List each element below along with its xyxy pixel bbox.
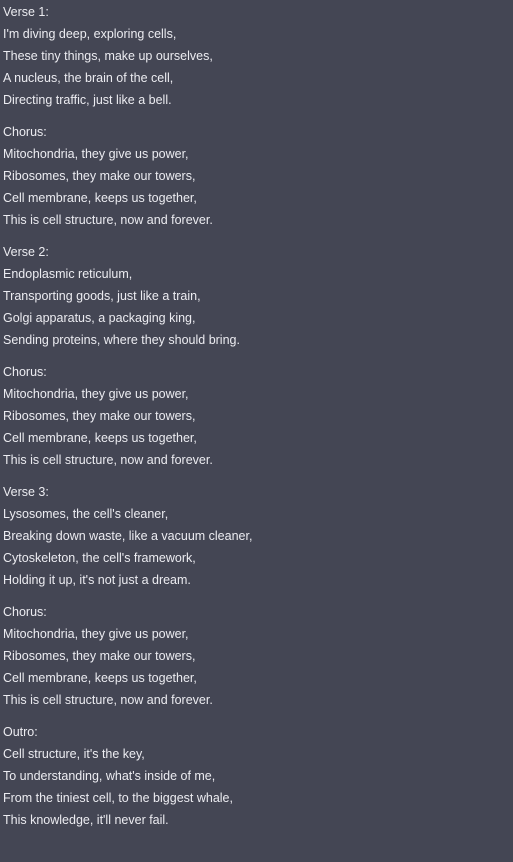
verse-3-stanza xyxy=(3,481,513,591)
verse-2-stanza xyxy=(3,241,513,351)
lyric-line: This is cell structure, now and forever. xyxy=(3,693,213,707)
lyric-line: Directing traffic, just like a bell. xyxy=(3,93,172,107)
lyric-line: These tiny things, make up ourselves, xyxy=(3,49,213,63)
stanza-heading: Verse 1: xyxy=(3,5,49,19)
lyric-line: Breaking down waste, like a vacuum cleaner, xyxy=(3,529,253,543)
lyric-line: To understanding, what's inside of me, xyxy=(3,769,216,783)
lyric-line: A nucleus, the brain of the cell, xyxy=(3,71,174,85)
chorus-stanza xyxy=(3,121,513,231)
lyric-line: Sending proteins, where they should bring. xyxy=(3,333,240,347)
chorus-stanza xyxy=(3,361,513,471)
lyric-line: This is cell structure, now and forever. xyxy=(3,213,213,227)
stanza-heading: Outro: xyxy=(3,725,38,739)
lyric-line: Lysosomes, the cell's cleaner, xyxy=(3,507,169,521)
lyric-line: This is cell structure, now and forever. xyxy=(3,453,213,467)
lyric-line: Endoplasmic reticulum, xyxy=(3,267,133,281)
lyric-line: Cytoskeleton, the cell's framework, xyxy=(3,551,196,565)
lyric-line: Mitochondria, they give us power, xyxy=(3,147,189,161)
lyric-line: Golgi apparatus, a packaging king, xyxy=(3,311,196,325)
lyric-line: From the tiniest cell, to the biggest whale, xyxy=(3,791,233,805)
lyric-line: Ribosomes, they make our towers, xyxy=(3,409,196,423)
chorus-stanza xyxy=(3,601,513,711)
lyric-line: Ribosomes, they make our towers, xyxy=(3,169,196,183)
lyric-line: Mitochondria, they give us power, xyxy=(3,627,189,641)
lyric-line: Cell membrane, keeps us together, xyxy=(3,671,197,685)
stanza-heading: Chorus: xyxy=(3,365,47,379)
lyric-line: Cell membrane, keeps us together, xyxy=(3,191,197,205)
lyric-line: I'm diving deep, exploring cells, xyxy=(3,27,177,41)
stanza-heading: Verse 2: xyxy=(3,245,49,259)
outro-stanza xyxy=(3,721,513,831)
stanza-heading: Chorus: xyxy=(3,125,47,139)
stanza-heading: Verse 3: xyxy=(3,485,49,499)
lyric-line: This knowledge, it'll never fail. xyxy=(3,813,169,827)
lyric-line: Cell structure, it's the key, xyxy=(3,747,145,761)
lyric-line: Holding it up, it's not just a dream. xyxy=(3,573,191,587)
lyric-line: Mitochondria, they give us power, xyxy=(3,387,189,401)
stanza-heading: Chorus: xyxy=(3,605,47,619)
lyric-line: Cell membrane, keeps us together, xyxy=(3,431,197,445)
lyric-line: Transporting goods, just like a train, xyxy=(3,289,201,303)
lyric-line: Ribosomes, they make our towers, xyxy=(3,649,196,663)
verse-1-stanza xyxy=(3,1,513,111)
